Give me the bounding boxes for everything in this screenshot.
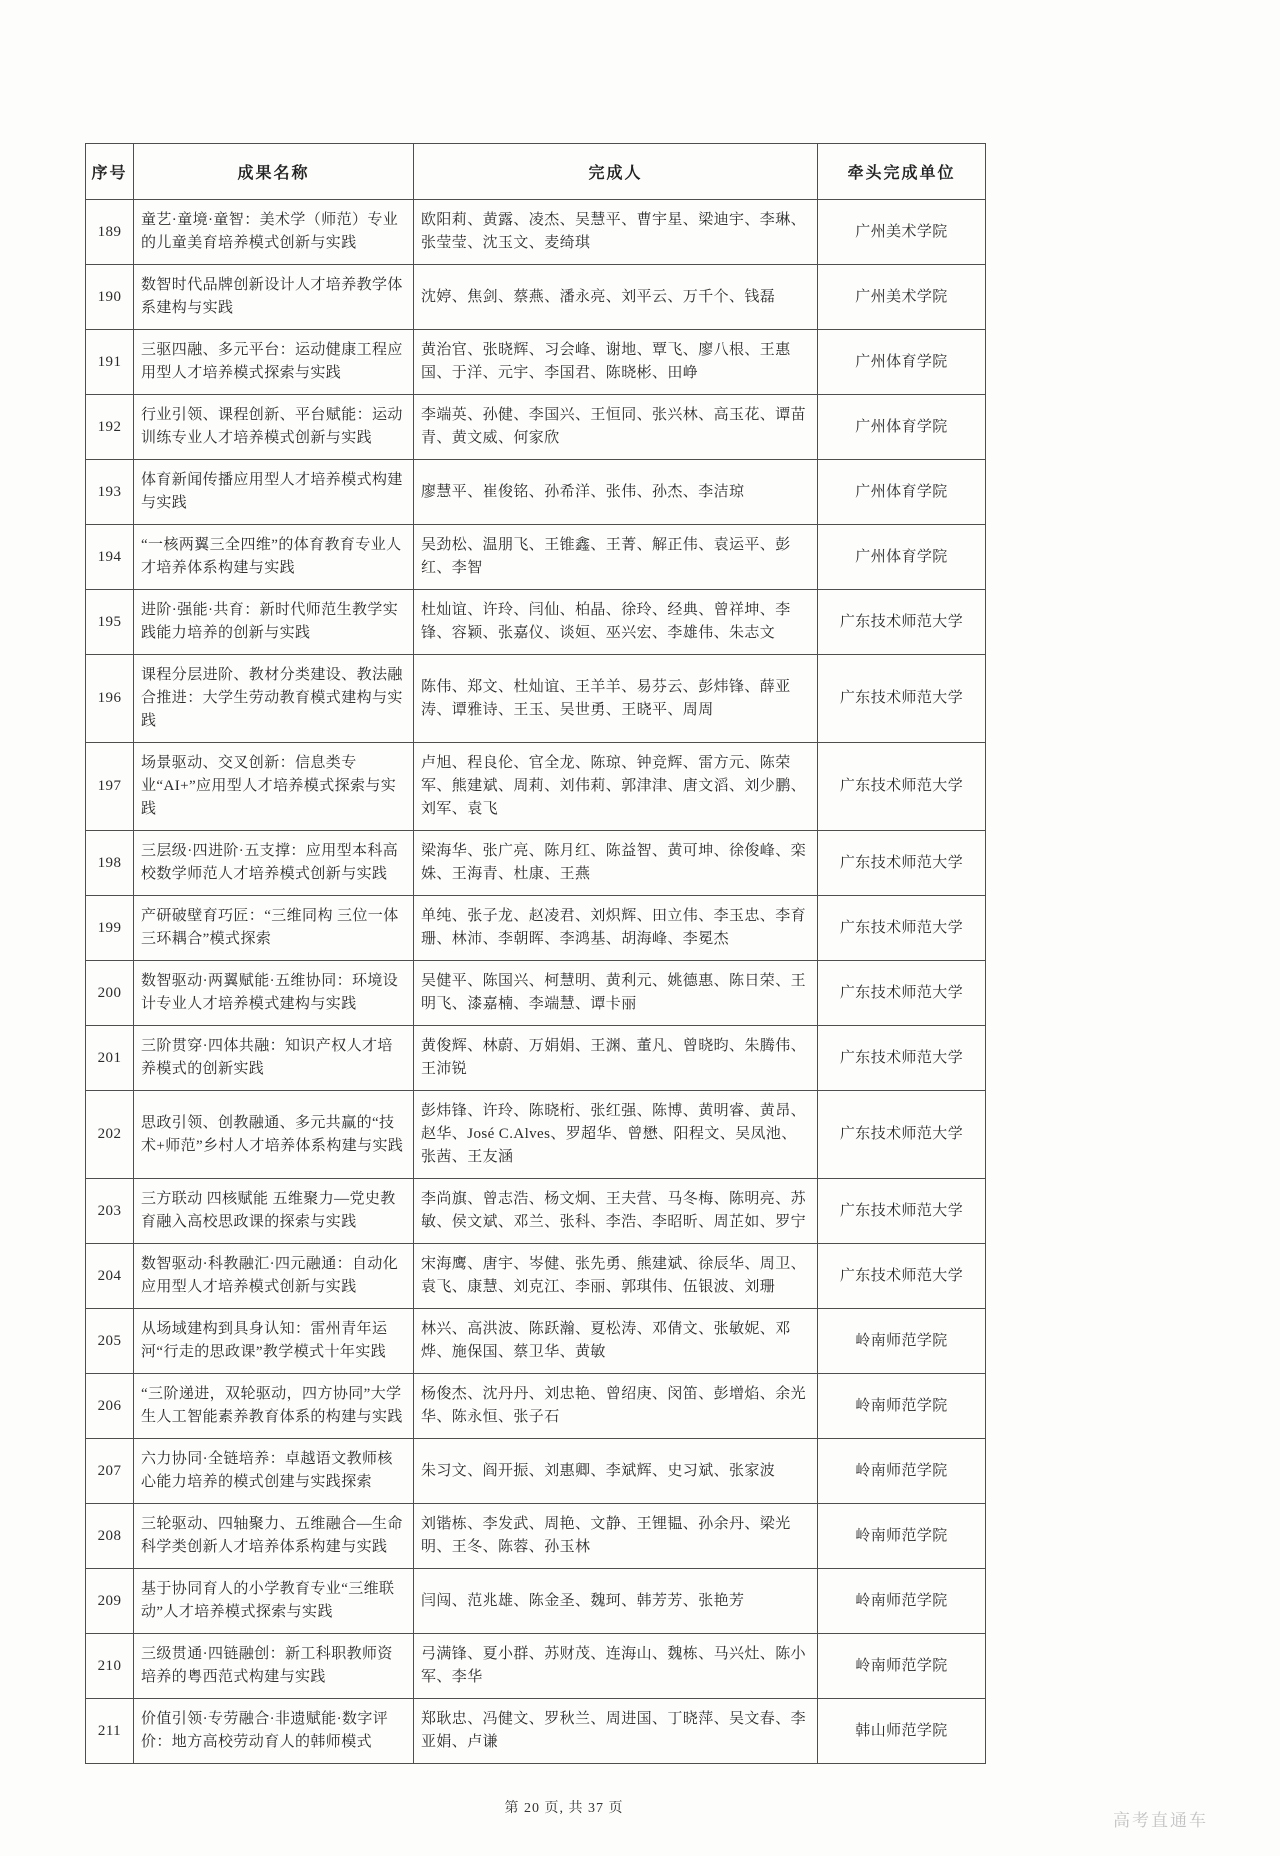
achievement-name-cell: 童艺·童境·童智：美术学（师范）专业的儿童美育培养模式创新与实践 [134, 200, 414, 265]
achievement-name-cell: 三轮驱动、四轴聚力、五维融合—生命科学类创新人才培养体系构建与实践 [134, 1504, 414, 1569]
row-number-cell: 203 [86, 1179, 134, 1244]
lead-org-cell: 韩山师范学院 [818, 1699, 986, 1764]
completers-cell: 彭炜锋、许玲、陈晓桁、张红强、陈博、黄明睿、黄昂、赵华、José C.Alves、罗超华、曾懋、阳程文、吴凤池、张茜、王友涵 [414, 1091, 818, 1179]
table-row [86, 1179, 986, 1244]
table-row [86, 655, 986, 743]
completers-cell: 欧阳莉、黄露、凌杰、吴慧平、曹宇星、梁迪宇、李琳、张莹莹、沈玉文、麦绮琪 [414, 200, 818, 265]
completers-cell: 朱习文、阎开振、刘惠卿、李斌辉、史习斌、张家波 [414, 1439, 818, 1504]
lead-org-cell: 岭南师范学院 [818, 1504, 986, 1569]
table-row [86, 743, 986, 831]
achievement-name-cell: 三级贯通·四链融创：新工科职教师资培养的粤西范式构建与实践 [134, 1634, 414, 1699]
lead-org-cell: 岭南师范学院 [818, 1374, 986, 1439]
row-number-cell: 197 [86, 743, 134, 831]
row-number-cell: 204 [86, 1244, 134, 1309]
lead-org-cell: 广东技术师范大学 [818, 961, 986, 1026]
row-number-cell: 199 [86, 896, 134, 961]
table-row [86, 1634, 986, 1699]
lead-org-cell: 广东技术师范大学 [818, 896, 986, 961]
achievement-name-cell: 三阶贯穿·四体共融：知识产权人才培养模式的创新实践 [134, 1026, 414, 1091]
completers-cell: 刘锴栋、李发武、周艳、文静、王锂韫、孙余丹、梁光明、王冬、陈蓉、孙玉林 [414, 1504, 818, 1569]
row-number-cell: 189 [86, 200, 134, 265]
completers-cell: 吴健平、陈国兴、柯慧明、黄利元、姚德惠、陈日荣、王明飞、漆嘉楠、李端慧、谭卡丽 [414, 961, 818, 1026]
lead-org-cell: 广州美术学院 [818, 200, 986, 265]
lead-org-cell: 广东技术师范大学 [818, 1091, 986, 1179]
header-cell-serial: 序号 [86, 144, 134, 200]
completers-cell: 弓满锋、夏小群、苏财茂、连海山、魏栋、马兴灶、陈小军、李华 [414, 1634, 818, 1699]
lead-org-cell: 广东技术师范大学 [818, 831, 986, 896]
header-cell-completers: 完成人 [414, 144, 818, 200]
watermark: 高考直通车 [1113, 1811, 1208, 1830]
row-number-cell: 202 [86, 1091, 134, 1179]
row-number-cell: 206 [86, 1374, 134, 1439]
completers-cell: 李尚旗、曾志浩、杨文炯、王夫营、马冬梅、陈明亮、苏敏、侯文斌、邓兰、张科、李浩、李昭昕、周芷如、罗宁 [414, 1179, 818, 1244]
row-number-cell: 195 [86, 590, 134, 655]
table-row [86, 1091, 986, 1179]
table-row [86, 1309, 986, 1374]
lead-org-cell: 广东技术师范大学 [818, 743, 986, 831]
table-row [86, 460, 986, 525]
table-row [86, 525, 986, 590]
completers-cell: 杨俊杰、沈丹丹、刘忠艳、曾绍庚、闵笛、彭增焰、余光华、陈永恒、张子石 [414, 1374, 818, 1439]
achievement-name-cell: 产研破壁育巧匠：“三维同构 三位一体 三环耦合”模式探索 [134, 896, 414, 961]
row-number-cell: 194 [86, 525, 134, 590]
completers-cell: 李端英、孙健、李国兴、王恒同、张兴林、高玉花、谭苗青、黄文威、何家欣 [414, 395, 818, 460]
lead-org-cell: 岭南师范学院 [818, 1569, 986, 1634]
table-row [86, 1244, 986, 1309]
lead-org-cell: 岭南师范学院 [818, 1634, 986, 1699]
lead-org-cell: 广东技术师范大学 [818, 1026, 986, 1091]
completers-cell: 黄俊辉、林蔚、万娟娟、王渊、董凡、曾晓昀、朱腾伟、王沛锐 [414, 1026, 818, 1091]
completers-cell: 单纯、张子龙、赵凌君、刘炽辉、田立伟、李玉忠、李育珊、林沛、李朝晖、李鸿基、胡海峰、李冕杰 [414, 896, 818, 961]
achievement-name-cell: 思政引领、创教融通、多元共赢的“技术+师范”乡村人才培养体系构建与实践 [134, 1091, 414, 1179]
completers-cell: 吴劲松、温朋飞、王锥鑫、王菁、解正伟、袁运平、彭红、李智 [414, 525, 818, 590]
completers-cell: 陈伟、郑文、杜灿谊、王羊羊、易芬云、彭炜锋、薛亚涛、谭雅诗、王玉、吴世勇、王晓平、周周 [414, 655, 818, 743]
achievement-name-cell: 场景驱动、交叉创新：信息类专业“AI+”应用型人才培养模式探索与实践 [134, 743, 414, 831]
achievement-name-cell: 基于协同育人的小学教育专业“三维联动”人才培养模式探索与实践 [134, 1569, 414, 1634]
achievement-name-cell: 从场域建构到具身认知：雷州青年运河“行走的思政课”教学模式十年实践 [134, 1309, 414, 1374]
table-row [86, 395, 986, 460]
table-row [86, 831, 986, 896]
row-number-cell: 207 [86, 1439, 134, 1504]
row-number-cell: 201 [86, 1026, 134, 1091]
achievement-name-cell: “一核两翼三全四维”的体育教育专业人才培养体系构建与实践 [134, 525, 414, 590]
table-row [86, 1374, 986, 1439]
row-number-cell: 205 [86, 1309, 134, 1374]
achievement-name-cell: 行业引领、课程创新、平台赋能：运动训练专业人才培养模式创新与实践 [134, 395, 414, 460]
achievement-name-cell: 数智驱动·科教融汇·四元融通：自动化应用型人才培养模式创新与实践 [134, 1244, 414, 1309]
row-number-cell: 200 [86, 961, 134, 1026]
completers-cell: 梁海华、张广亮、陈月红、陈益智、黄可坤、徐俊峰、栾姝、王海青、杜康、王燕 [414, 831, 818, 896]
row-number-cell: 209 [86, 1569, 134, 1634]
lead-org-cell: 广州体育学院 [818, 330, 986, 395]
header-cell-lead-org: 牵头完成单位 [818, 144, 986, 200]
achievement-name-cell: “三阶递进，双轮驱动，四方协同”大学生人工智能素养教育体系的构建与实践 [134, 1374, 414, 1439]
completers-cell: 杜灿谊、许玲、闫仙、柏晶、徐玲、经典、曾祥坤、李锋、容颖、张嘉仪、谈姮、巫兴宏、李雄伟、朱志文 [414, 590, 818, 655]
lead-org-cell: 广州体育学院 [818, 525, 986, 590]
lead-org-cell: 广东技术师范大学 [818, 1244, 986, 1309]
lead-org-cell: 广州体育学院 [818, 395, 986, 460]
achievement-name-cell: 三方联动 四核赋能 五维聚力—党史教育融入高校思政课的探索与实践 [134, 1179, 414, 1244]
completers-cell: 卢旭、程良伦、官全龙、陈琼、钟竞辉、雷方元、陈荣军、熊建斌、周莉、刘伟莉、郭津津、唐文滔、刘少鹏、刘军、袁飞 [414, 743, 818, 831]
row-number-cell: 211 [86, 1699, 134, 1764]
completers-cell: 林兴、高洪波、陈跃瀚、夏松涛、邓倩文、张敏妮、邓烨、施保国、蔡卫华、黄敏 [414, 1309, 818, 1374]
table-row [86, 961, 986, 1026]
row-number-cell: 198 [86, 831, 134, 896]
page-footer: 第 20 页, 共 37 页 [504, 1801, 624, 1816]
lead-org-cell: 广州体育学院 [818, 460, 986, 525]
table-header-row [86, 144, 986, 200]
achievement-name-cell: 课程分层进阶、教材分类建设、教法融合推进：大学生劳动教育模式建构与实践 [134, 655, 414, 743]
table-row [86, 1569, 986, 1634]
table-row [86, 1026, 986, 1091]
lead-org-cell: 岭南师范学院 [818, 1439, 986, 1504]
table-row [86, 330, 986, 395]
completers-cell: 闫闯、范兆雄、陈金圣、魏珂、韩芳芳、张艳芳 [414, 1569, 818, 1634]
achievement-name-cell: 进阶·强能·共育：新时代师范生教学实践能力培养的创新与实践 [134, 590, 414, 655]
completers-cell: 廖慧平、崔俊铭、孙希洋、张伟、孙杰、李洁琼 [414, 460, 818, 525]
lead-org-cell: 岭南师范学院 [818, 1309, 986, 1374]
table-row [86, 896, 986, 961]
table-row [86, 1504, 986, 1569]
achievement-name-cell: 数智驱动·两翼赋能·五维协同：环境设计专业人才培养模式建构与实践 [134, 961, 414, 1026]
achievement-name-cell: 数智时代品牌创新设计人才培养教学体系建构与实践 [134, 265, 414, 330]
row-number-cell: 190 [86, 265, 134, 330]
achievement-name-cell: 三层级·四进阶·五支撑：应用型本科高校数学师范人才培养模式创新与实践 [134, 831, 414, 896]
achievement-name-cell: 六力协同·全链培养：卓越语文教师核心能力培养的模式创建与实践探索 [134, 1439, 414, 1504]
table-row [86, 590, 986, 655]
table-row [86, 1699, 986, 1764]
completers-cell: 沈婷、焦剑、蔡燕、潘永亮、刘平云、万千个、钱磊 [414, 265, 818, 330]
row-number-cell: 210 [86, 1634, 134, 1699]
achievement-name-cell: 三驱四融、多元平台：运动健康工程应用型人才培养模式探索与实践 [134, 330, 414, 395]
completers-cell: 黄治官、张晓辉、习会峰、谢地、覃飞、廖八根、王惠国、于洋、元宇、李国君、陈晓彬、田峥 [414, 330, 818, 395]
achievement-name-cell: 体育新闻传播应用型人才培养模式构建与实践 [134, 460, 414, 525]
table-row [86, 265, 986, 330]
achievement-name-cell: 价值引领·专劳融合·非遗赋能·数字评价：地方高校劳动育人的韩师模式 [134, 1699, 414, 1764]
completers-cell: 宋海鹰、唐宇、岑健、张先勇、熊建斌、徐辰华、周卫、袁飞、康慧、刘克江、李丽、郭琪伟、伍银波、刘珊 [414, 1244, 818, 1309]
lead-org-cell: 广州美术学院 [818, 265, 986, 330]
table-row [86, 1439, 986, 1504]
row-number-cell: 208 [86, 1504, 134, 1569]
results-table [85, 143, 986, 1764]
row-number-cell: 192 [86, 395, 134, 460]
header-cell-achievement-name: 成果名称 [134, 144, 414, 200]
row-number-cell: 191 [86, 330, 134, 395]
completers-cell: 郑耿忠、冯健文、罗秋兰、周进国、丁晓萍、吴文春、李亚娟、卢谦 [414, 1699, 818, 1764]
table-row [86, 200, 986, 265]
lead-org-cell: 广东技术师范大学 [818, 1179, 986, 1244]
lead-org-cell: 广东技术师范大学 [818, 655, 986, 743]
lead-org-cell: 广东技术师范大学 [818, 590, 986, 655]
table-body [86, 200, 986, 1764]
row-number-cell: 196 [86, 655, 134, 743]
row-number-cell: 193 [86, 460, 134, 525]
